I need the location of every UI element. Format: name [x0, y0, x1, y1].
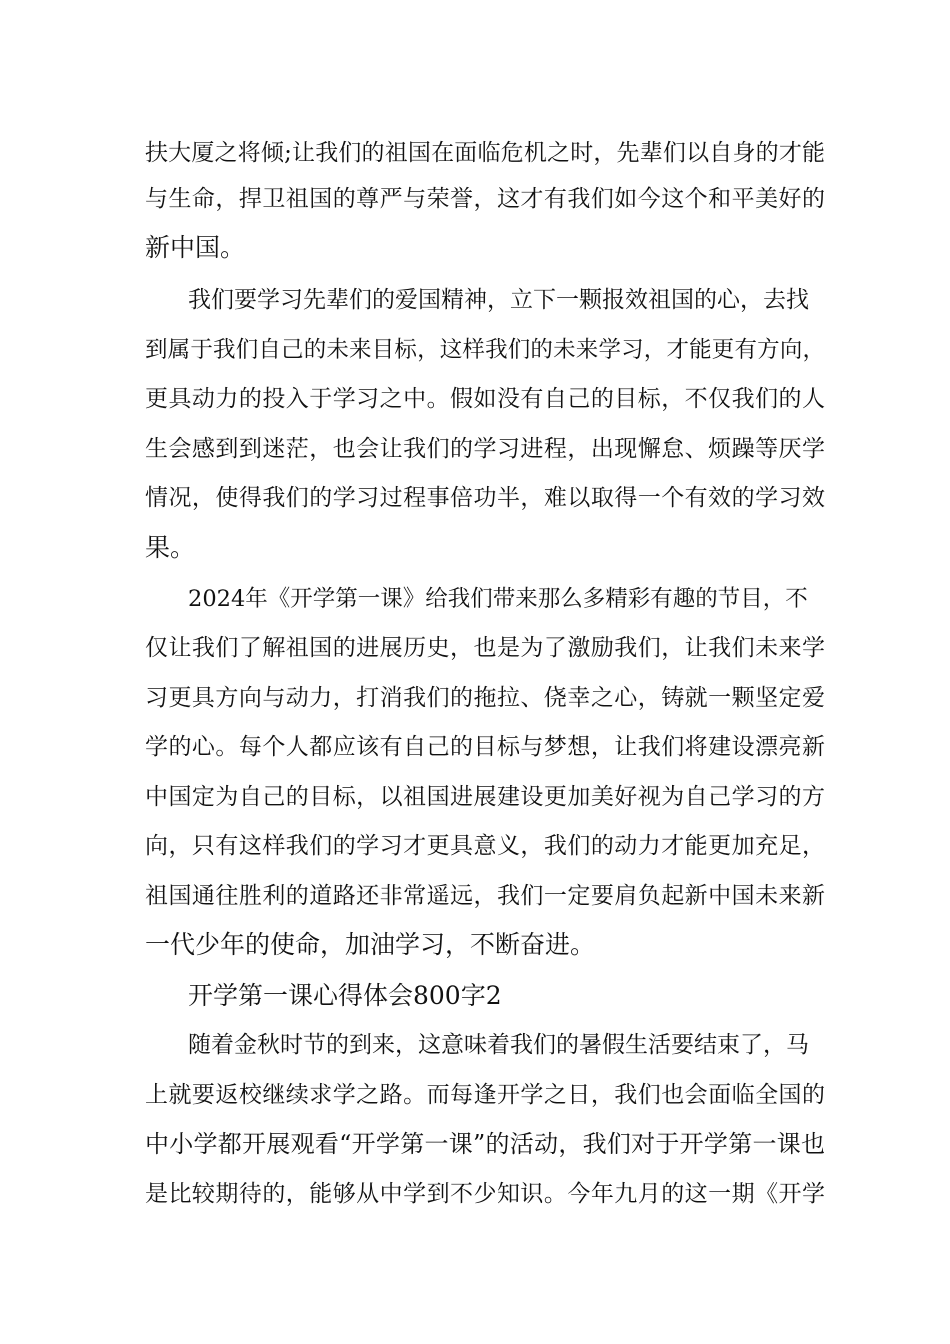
text-line: 一代少年的使命，加油学习，不断奋进。 — [145, 930, 596, 959]
text-line: 中小学都开展观看“开学第一课”的活动，我们对于开学第一课也 — [145, 1130, 825, 1158]
text-line: 与生命，捍卫祖国的尊严与荣誉，这才有我们如今这个和平美好的 — [145, 186, 825, 212]
text-line: 到属于我们自己的未来目标，这样我们的未来学习，才能更有方向， — [145, 337, 825, 363]
text-line: 果。 — [145, 533, 196, 562]
text-line: 生会感到到迷茫，也会让我们的学习进程，出现懈怠、烦躁等厌学 — [145, 436, 825, 462]
text-line: 向，只有这样我们的学习才更具意义，我们的动力才能更加充足， — [145, 833, 825, 859]
paragraph-first-line: 我们要学习先辈们的爱国精神，立下一颗报效祖国的心，去找 — [188, 287, 809, 313]
text-line: 情况，使得我们的学习过程事倍功半，难以取得一个有效的学习效 — [145, 485, 825, 511]
text-line: 学的心。每个人都应该有自己的目标与梦想，让我们将建设漂亮新 — [145, 734, 825, 760]
text-line: 中国定为自己的目标，以祖国进展建设更加美好视为自己学习的方 — [145, 784, 825, 810]
text-line: 扶大厦之将倾;让我们的祖国在面临危机之时，先辈们以自身的才能 — [145, 140, 825, 166]
text-line: 祖国通往胜利的道路还非常遥远，我们一定要肩负起新中国未来新 — [145, 883, 825, 909]
paragraph-first-line: 2024年《开学第一课》给我们带来那么多精彩有趣的节目，不 — [188, 586, 808, 612]
text-line: 新中国。 — [145, 233, 246, 262]
text-line: 仅让我们了解祖国的进展历史，也是为了激励我们，让我们未来学 — [145, 635, 825, 661]
text-line: 上就要返校继续求学之路。而每逢开学之日，我们也会面临全国的 — [145, 1082, 825, 1108]
paragraph-first-line: 随着金秋时节的到来，这意味着我们的暑假生活要结束了，马 — [188, 1032, 809, 1058]
text-line: 是比较期待的，能够从中学到不少知识。今年九月的这一期《开学 — [145, 1181, 825, 1207]
text-line: 习更具方向与动力，打消我们的拖拉、侥幸之心，铸就一颗坚定爱 — [145, 685, 825, 711]
text-line: 更具动力的投入于学习之中。假如没有自己的目标，不仅我们的人 — [145, 386, 825, 412]
section-heading: 开学第一课心得体会800字2 — [188, 981, 502, 1010]
